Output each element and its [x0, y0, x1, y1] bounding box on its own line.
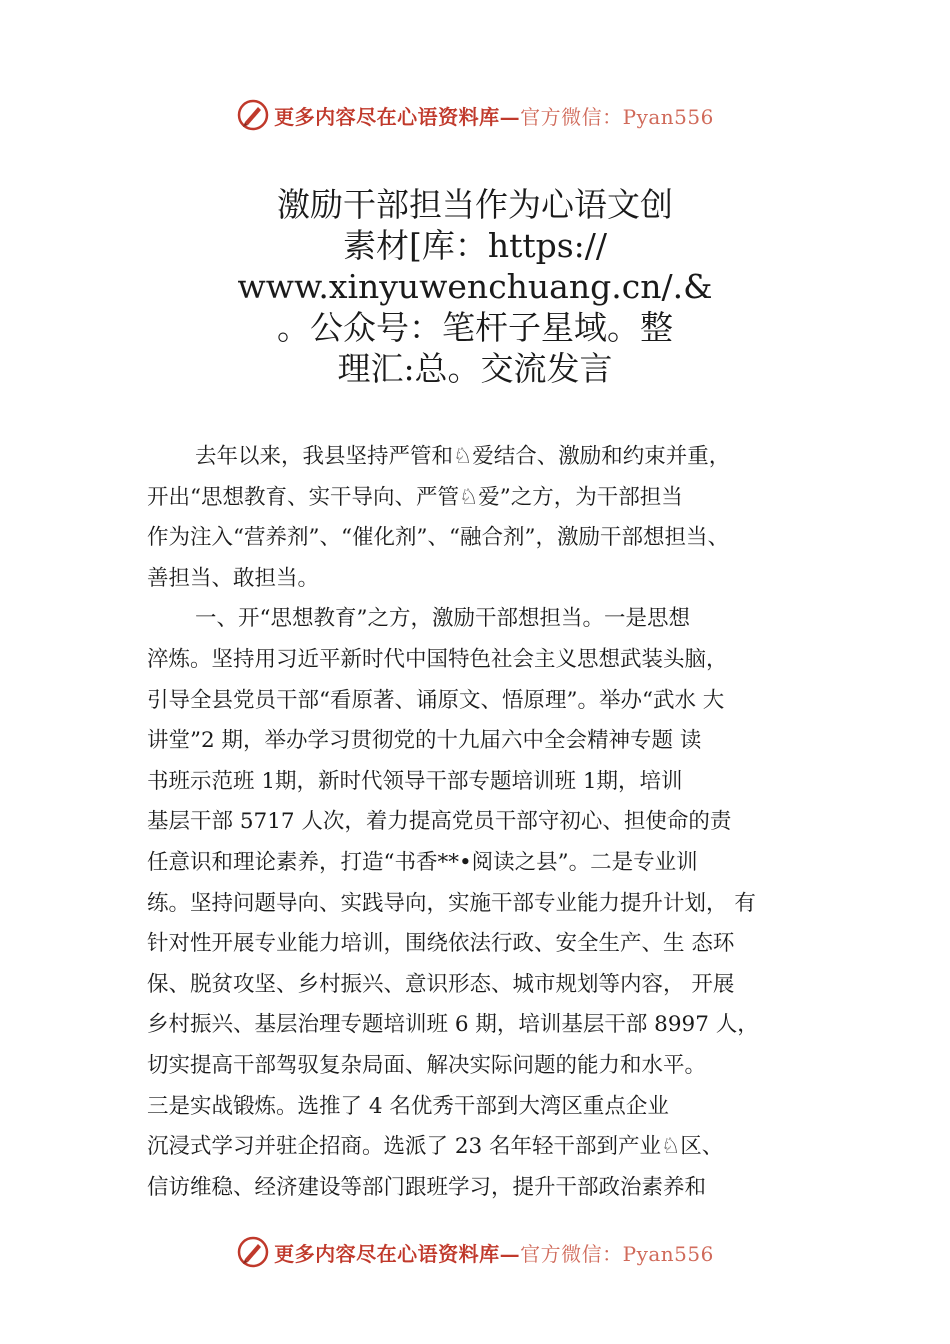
body-line: 淬炼。坚持用习近平新时代中国特色社会主义思想武装头脑，: [147, 646, 728, 672]
body-line: 作为注入“营养剂”、“催化剂”、“融合剂”，激励干部想担当、: [147, 525, 729, 551]
body-line: 保、脱贫攻坚、乡村振兴、意识形态、城市规划等内容， 开展: [147, 971, 735, 997]
title-line: 激励干部担当作为心语文创: [277, 185, 673, 224]
document-title: [0, 184, 950, 389]
banner-text: 更多内容尽在心语资料库—官方微信：Pyan556: [274, 104, 714, 129]
title-line: 。公众号：笔杆子星域。整: [277, 308, 673, 347]
banner-text: 更多内容尽在心语资料库—官方微信：Pyan556: [274, 1241, 714, 1266]
body-line: 引导全县党员干部“看原著、诵原文、悟原理”。举办“武水 大: [147, 687, 725, 713]
title-line: 理汇:总。交流发言: [337, 349, 613, 388]
body-line: 讲堂”2 期，举办学习贯彻党的十九届六中全会精神专题 读: [147, 728, 702, 754]
body-line: 开出“思想教育、实干导向、严管♘爱”之方，为干部担当: [147, 484, 683, 510]
banner-wechat: 官方微信：Pyan556: [520, 104, 714, 129]
body-line: 三是实战锻炼。选推了 4 名优秀干部到大湾区重点企业: [147, 1093, 669, 1119]
body-line: 书班示范班 1期，新时代领导干部专题培训班 1期，培训: [147, 768, 683, 794]
body-line: 善担当、敢担当。: [147, 565, 320, 591]
pen-logo-icon: [236, 1235, 270, 1269]
body-line: 去年以来，我县坚持严管和♘爱结合、激励和约束并重，: [195, 444, 731, 469]
title-line: 素材[库：https://: [342, 226, 608, 265]
footer-banner: [0, 1232, 950, 1272]
header-banner: [0, 95, 950, 135]
body-line: 信访维稳、经济建设等部门跟班学习，提升干部政治素养和: [147, 1174, 707, 1200]
body-line: 乡村振兴、基层治理专题培训班 6 期，培训基层干部 8997 人，: [147, 1012, 759, 1038]
body-line: 针对性开展专业能力培训，围绕依法行政、安全生产、生 态环: [147, 931, 735, 957]
body-line: 任意识和理论素养，打造“书香**•阅读之县”。二是专业训: [147, 849, 698, 875]
body-line: 基层干部 5717 人次，着力提高党员干部守初心、担使命的责: [147, 809, 732, 835]
body-line: 沉浸式学习并驻企招商。选派了 23 名年轻干部到产业♘区、: [147, 1134, 724, 1160]
title-line: www.xinyuwenchuang.cn/.&: [237, 267, 713, 306]
body-paragraphs: [147, 437, 827, 1208]
banner-wechat: 官方微信：Pyan556: [520, 1241, 714, 1266]
body-line: 切实提高干部驾驭复杂局面、解决实际问题的能力和水平。: [147, 1052, 707, 1078]
body-line: 一、开“思想教育”之方，激励干部想担当。一是思想: [195, 606, 690, 632]
body-line: 练。坚持问题导向、实践导向，实施干部专业能力提升计划， 有: [147, 890, 756, 916]
pen-logo-icon: [236, 98, 270, 132]
